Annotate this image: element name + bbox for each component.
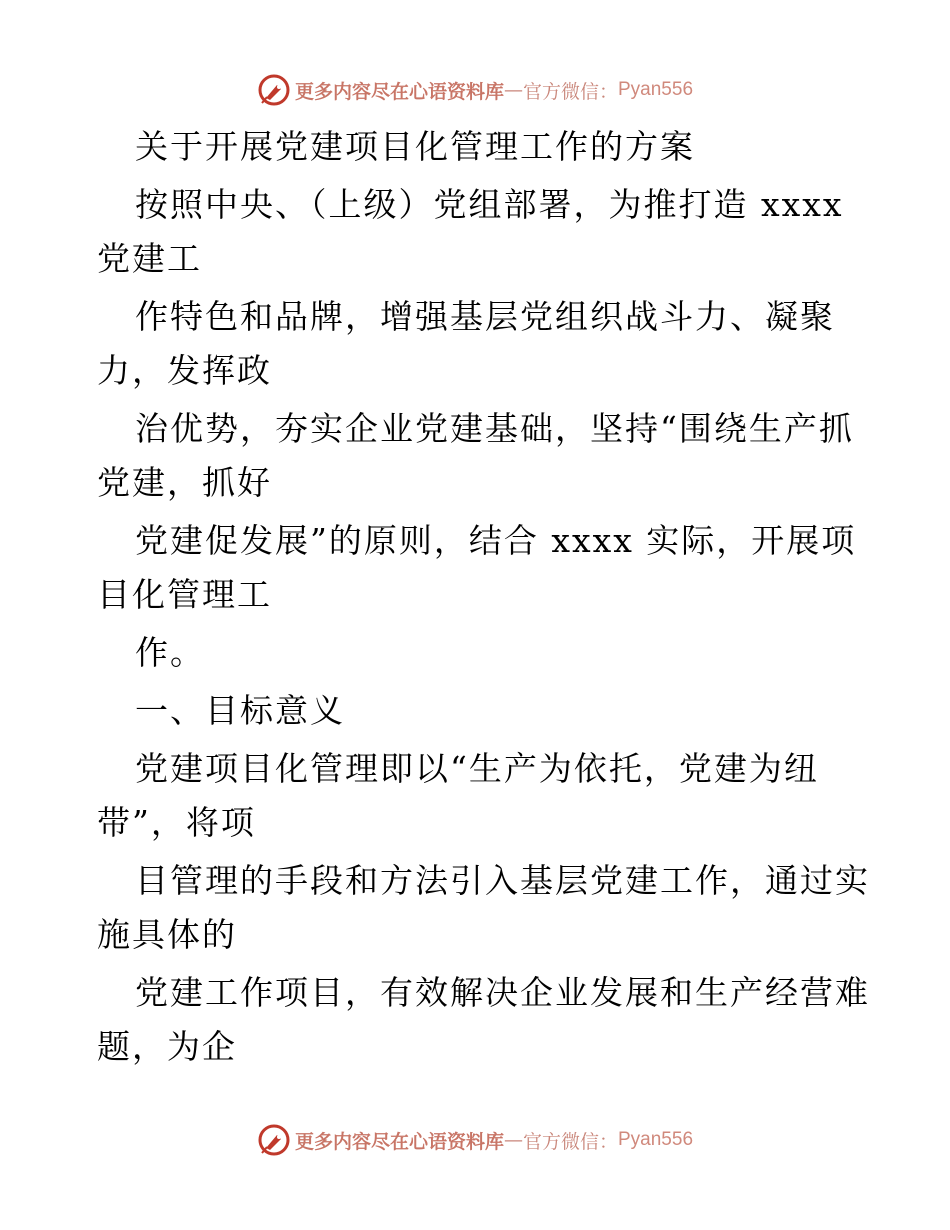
watermark-site-text: 更多内容尽在心语资料库 — [294, 1130, 504, 1153]
paragraph-line: 按照中央、（上级）党组部署，为推打造 xxxx — [135, 185, 844, 224]
paragraph-line: 带”，将项 — [97, 803, 256, 842]
pen-nib-circle-icon — [257, 73, 291, 107]
watermark-wechat-id: Pyan556 — [618, 1129, 694, 1150]
section-heading: 一、目标意义 — [135, 691, 345, 730]
watermark-separator: — — [503, 1129, 523, 1151]
paragraph-line: 目化管理工 — [97, 575, 272, 614]
watermark-separator: — — [503, 79, 523, 101]
document-body — [97, 118, 870, 1076]
paragraph-line: 题，为企 — [97, 1027, 237, 1066]
paragraph-line: 治优势，夯实企业党建基础，坚持“围绕生产抓 — [135, 409, 854, 448]
watermark-wechat-label: 官方微信： — [522, 1130, 618, 1153]
watermark-footer — [0, 1120, 950, 1160]
paragraph-line: 党建工作项目，有效解决企业发展和生产经营难 — [135, 973, 870, 1012]
watermark-header — [0, 70, 950, 110]
paragraph-line: 作特色和品牌，增强基层党组织战斗力、凝聚 — [135, 297, 835, 336]
watermark-wechat-label: 官方微信： — [522, 80, 618, 103]
watermark-wechat-id: Pyan556 — [618, 79, 694, 100]
paragraph-line: 力，发挥政 — [97, 351, 272, 390]
paragraph-line: 党建促发展”的原则，结合 xxxx 实际，开展项 — [135, 521, 857, 560]
paragraph-line: 党建项目化管理即以“生产为依托，党建为纽 — [135, 749, 819, 788]
document-title: 关于开展党建项目化管理工作的方案 — [135, 127, 695, 166]
paragraph-line: 施具体的 — [97, 915, 237, 954]
paragraph-line: 作。 — [135, 633, 205, 672]
paragraph-line: 目管理的手段和方法引入基层党建工作，通过实 — [135, 861, 870, 900]
paragraph-line: 党建工 — [97, 239, 202, 278]
watermark-site-text: 更多内容尽在心语资料库 — [294, 80, 504, 103]
paragraph-line: 党建，抓好 — [97, 463, 272, 502]
pen-nib-circle-icon — [257, 1123, 291, 1157]
